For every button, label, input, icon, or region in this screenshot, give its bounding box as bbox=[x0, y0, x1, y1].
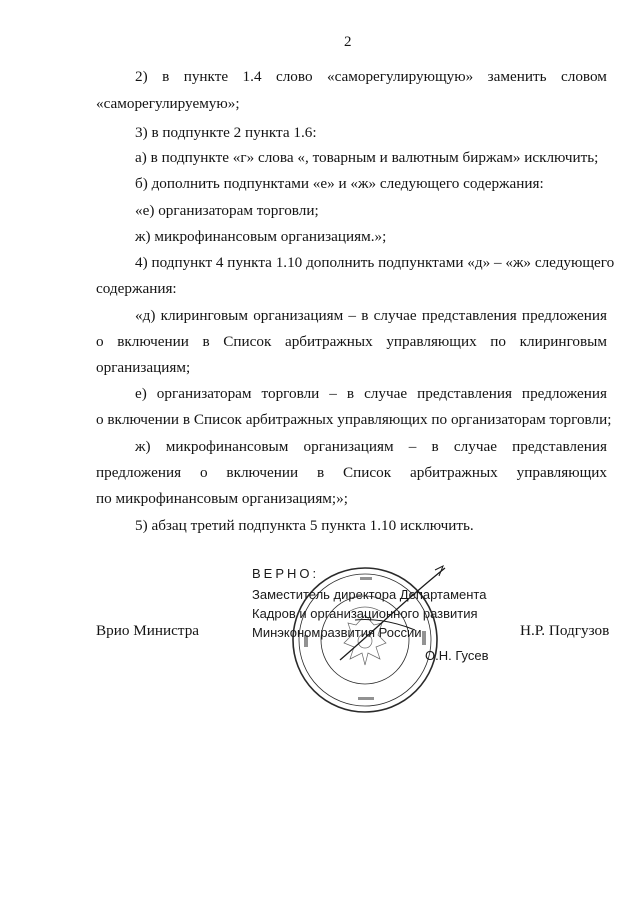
stamp-line-4: О.Н. Гусев bbox=[425, 648, 489, 663]
paragraph-1-line-1 bbox=[135, 68, 607, 86]
paragraph-10-line-3: по микрофинансовым организациям;»; bbox=[96, 490, 348, 507]
signatory-title: Врио Министра bbox=[96, 622, 200, 639]
paragraph-10-line-2: предложения о включении в Список арбитражных управляющих bbox=[96, 464, 607, 481]
stamp-title: ВЕРНО: bbox=[252, 566, 320, 581]
paragraph-8-line-2: о включении в Список арбитражных управляющих по клиринговым bbox=[96, 333, 607, 350]
stamp-line-2: Кадров и организационного развития bbox=[252, 606, 478, 621]
word: «саморегулирующую» bbox=[326, 68, 474, 85]
paragraph-4: б) дополнить подпунктами «е» и «ж» следующего содержания: bbox=[135, 175, 544, 192]
paragraph-9-line-2: о включении в Список арбитражных управляющих по организаторам торговли; bbox=[96, 411, 612, 428]
paragraph-6: ж) микрофинансовым организациям.»; bbox=[135, 228, 387, 245]
word: пункте bbox=[183, 68, 229, 85]
signatory-name: Н.Р. Подгузов bbox=[520, 622, 610, 639]
stamp-line-1: Заместитель директора Департамента bbox=[252, 587, 487, 602]
paragraph-2: 3) в подпункте 2 пункта 1.6: bbox=[135, 124, 317, 141]
word: 2) bbox=[135, 68, 148, 85]
word: заменить bbox=[487, 68, 547, 85]
paragraph-3: а) в подпункте «г» слова «, товарным и валютным биржам» исключить; bbox=[135, 149, 599, 166]
paragraph-7-line-2: содержания: bbox=[96, 280, 177, 297]
paragraph-8-line-1: «д) клиринговым организациям – в случае представления предложения bbox=[135, 307, 607, 324]
paragraph-9-line-1: е) организаторам торговли – в случае представления предложения bbox=[135, 385, 607, 402]
word: словом bbox=[561, 68, 607, 85]
paragraph-1-line-2: «саморегулируемую»; bbox=[96, 95, 240, 112]
page-number: 2 bbox=[344, 34, 352, 50]
paragraph-7-line-1: 4) подпункт 4 пункта 1.10 дополнить подпунктами «д» – «ж» следующего bbox=[135, 254, 615, 271]
word: слово bbox=[275, 68, 313, 85]
paragraph-11: 5) абзац третий подпункта 5 пункта 1.10 исключить. bbox=[135, 517, 474, 534]
stamp-line-3: Минэкономразвития России bbox=[252, 625, 422, 640]
word: в bbox=[162, 68, 170, 85]
word: 1.4 bbox=[242, 68, 262, 85]
paragraph-8-line-3: организациям; bbox=[96, 359, 191, 376]
paragraph-10-line-1: ж) микрофинансовым организациям – в случае представления bbox=[135, 438, 607, 455]
paragraph-5: «е) организаторам торговли; bbox=[135, 202, 319, 219]
